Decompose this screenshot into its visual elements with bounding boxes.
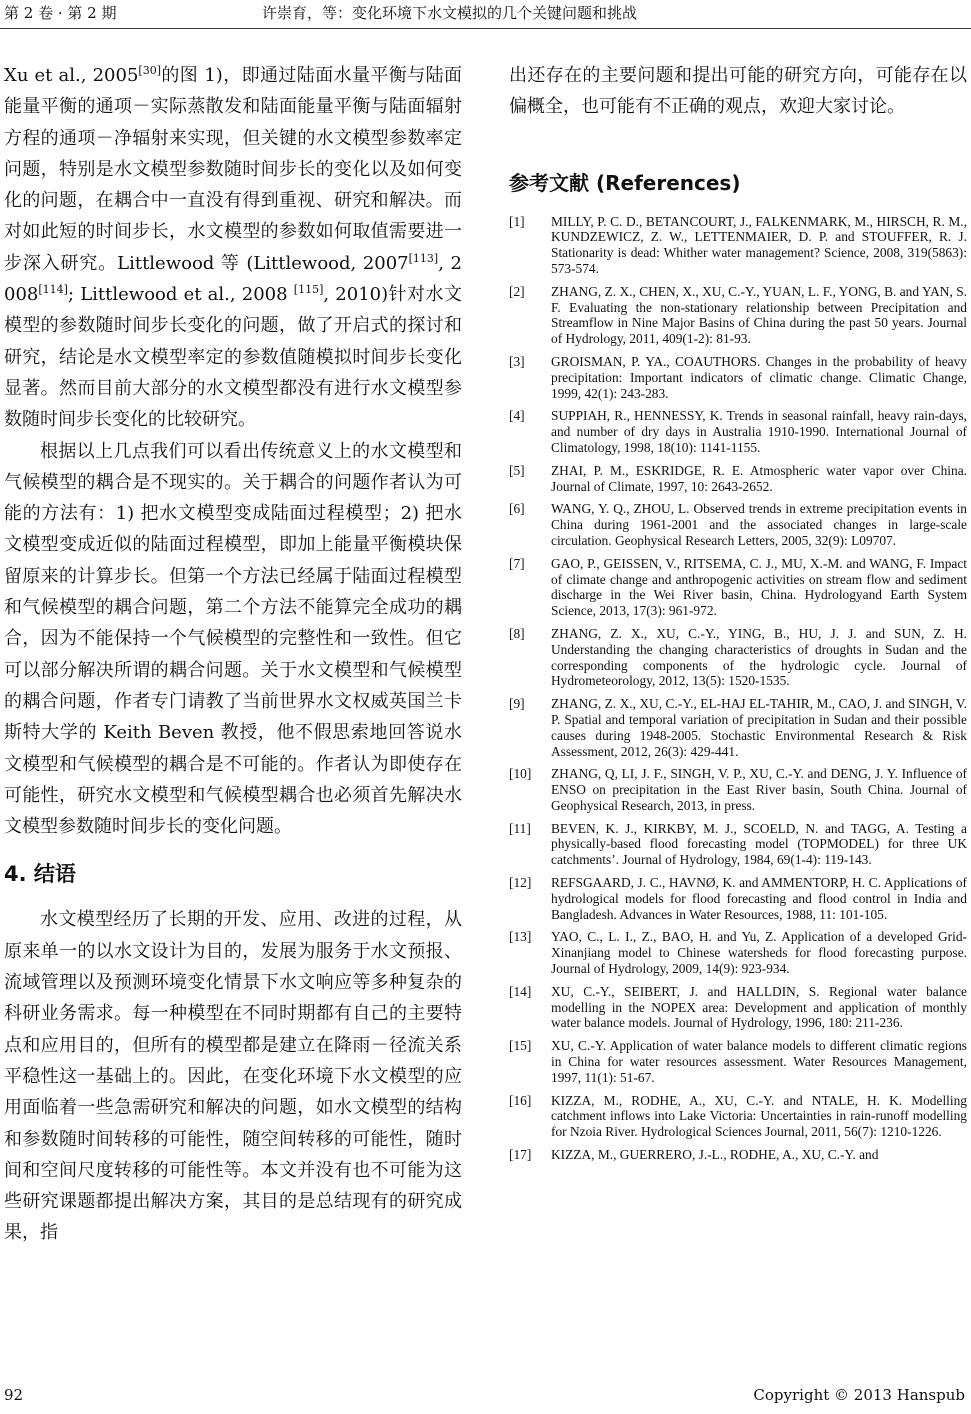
reference-number: [15] bbox=[509, 1038, 532, 1054]
text-run: ; Littlewood et al., 2008 bbox=[67, 284, 294, 306]
reference-item bbox=[509, 1093, 967, 1140]
running-title: 许崇育，等：变化环境下水文模拟的几个关键问题和挑战 bbox=[262, 4, 638, 22]
reference-item bbox=[509, 214, 967, 277]
reference-item bbox=[509, 766, 967, 813]
reference-text: MILLY, P. C. D., BETANCOURT, J., FALKENMARK, M., HIRSCH, R. M., KUNDZEWICZ, Z. W., LETTENMAIER, D. P. and STOUFFER, R. J. Stationarity is dead: Whither water management? Science, 2008, 319(5863): 573-574. bbox=[551, 213, 967, 276]
volume-issue: 第 2 卷 · 第 2 期 bbox=[4, 4, 117, 22]
citation-114: [114] bbox=[38, 283, 68, 297]
citation-113: [113] bbox=[408, 251, 439, 265]
reference-number: [7] bbox=[509, 555, 525, 571]
reference-number: [8] bbox=[509, 625, 525, 641]
reference-number: [11] bbox=[509, 820, 531, 836]
reference-text: KIZZA, M., GUERRERO, J.-L., RODHE, A., XU, C.-Y. and bbox=[551, 1147, 879, 1163]
reference-text: ZHANG, Q, LI, J. F., SINGH, V. P., XU, C.-Y. and DENG, J. Y. Influence of ENSO on precipitation in the East River basin, South China. Journal of Geophysical Research, 2013, in press. bbox=[551, 766, 967, 813]
reference-text: XU, C.-Y. Application of water balance models to different climatic regions in China for water resources assessment. Water Resources Management, 1997, 11(1): 51-67. bbox=[551, 1038, 967, 1085]
section-heading-conclusion: 4. 结语 bbox=[4, 862, 76, 887]
reference-text: SUPPIAH, R., HENNESSY, K. Trends in seasonal rainfall, heavy rain-days, and number of dry days in Australia 1910-1990. International Journal of Climatology, 1998, 18(10): 1141-1155. bbox=[551, 408, 967, 455]
reference-item bbox=[509, 984, 967, 1031]
reference-text: XU, C.-Y., SEIBERT, J. and HALLDIN, S. Regional water balance modelling in the NOPEX area: Development and application of monthly water balance models. Journal of Hydrology, 1996, 180: 211-236. bbox=[551, 983, 967, 1031]
reference-text: REFSGAARD, J. C., HAVNØ, K. and AMMENTORP, H. C. Applications of hydrological models for flood forecasting and flood control in India and Bangladesh. Advances in Water Resources, 1988, 11: 101-105. bbox=[551, 875, 967, 922]
reference-number: [10] bbox=[509, 766, 532, 782]
left-column bbox=[4, 60, 462, 1249]
reference-item bbox=[509, 463, 967, 495]
reference-number: [1] bbox=[509, 213, 525, 229]
reference-text: ZHANG, Z. X., XU, C.-Y., EL-HAJ EL-TAHIR, M., CAO, J. and SINGH, V. P. Spatial and temporal variation of precipitation in Sudan and their possible causes during 1948-2005. Stochastic Environmental Research & Risk Assessment, 2012, 26(3): 429-441. bbox=[551, 696, 967, 759]
reference-number: [17] bbox=[509, 1147, 532, 1163]
reference-list bbox=[509, 214, 967, 1163]
reference-item bbox=[509, 354, 967, 401]
reference-number: [16] bbox=[509, 1092, 532, 1108]
reference-item bbox=[509, 408, 967, 455]
reference-text: WANG, Y. Q., ZHOU, L. Observed trends in extreme precipitation events in China during 1961-2001 and the associated changes in large-scale circulation. Geophysical Research Letters, 2005, 32(9): L09707. bbox=[551, 501, 967, 548]
running-header bbox=[0, 0, 971, 29]
text-run: , 2008 bbox=[4, 252, 462, 306]
reference-number: [2] bbox=[509, 283, 525, 299]
reference-number: [4] bbox=[509, 408, 525, 424]
reference-item bbox=[509, 821, 967, 868]
reference-item bbox=[509, 626, 967, 689]
reference-item bbox=[509, 284, 967, 347]
reference-number: [9] bbox=[509, 696, 525, 712]
text-run: , 2010)针对水文模型的参数随时间步长变化的问题，做了开启式的探讨和研究，结论是水文模型率定的参数值随模拟时间步长变化显著。然而目前大部分的水文模型都没有进行水文模型参数随时间步长变化的比较研究。 bbox=[4, 284, 462, 431]
reference-item bbox=[509, 929, 967, 976]
paragraph-coupling-parameters bbox=[4, 60, 462, 436]
paragraph-conclusion-continued: 出还存在的主要问题和提出可能的研究方向，可能存在以偏概全，也可能有不正确的观点，欢迎大家讨论。 bbox=[509, 65, 967, 118]
paragraph-conclusion: 水文模型经历了长期的开发、应用、改进的过程，从原来单一的以水文设计为目的，发展为服务于水文预报、流域管理以及预测环境变化情景下水文响应等多种复杂的科研业务需求。每一种模型在不同时期都有自己的主要特点和应用目的，但所有的模型都是建立在降雨－径流关系平稳性这一基础上的。因此，在变化环境下水文模型的应用面临着一些急需研究和解决的问题，如水文模型的结构和参数随时间转移的可能性，随空间转移的可能性，随时间和空间尺度转移的可能性等。本文并没有也不可能为这些研究课题都提出解决方案，其目的是总结现有的研究成果，指 bbox=[4, 909, 462, 1244]
reference-number: [6] bbox=[509, 501, 525, 517]
reference-text: ZHAI, P. M., ESKRIDGE, R. E. Atmospheric water vapor over China. Journal of Climate, 1997, 10: 2643-2652. bbox=[551, 462, 967, 494]
references-heading: 参考文献 (References) bbox=[509, 170, 741, 195]
reference-text: GAO, P., GEISSEN, V., RITSEMA, C. J., MU, X.-M. and WANG, F. Impact of climate change and anthropogenic activities on stream flow and sediment discharge in the Wei River basin, China. Hydrologyand Earth System Science, 2013, 17(3): 961-972. bbox=[551, 555, 967, 619]
reference-item bbox=[509, 556, 967, 619]
page-number: 92 bbox=[4, 1386, 24, 1404]
reference-text: KIZZA, M., RODHE, A., XU, C.-Y. and NTALE, H. K. Modelling catchment inflows into Lake Victoria: Uncertainties in rain-runoff modelling for Nzoia River. Hydrological Sciences Journal, 2011, 56(7): 1210-1226. bbox=[551, 1092, 967, 1140]
reference-item bbox=[509, 1147, 967, 1163]
paragraph-coupling-methods: 根据以上几点我们可以看出传统意义上的水文模型和气候模型的耦合是不现实的。关于耦合的问题作者认为可能的方法有：1) 把水文模型变成陆面过程模型；2) 把水文模型变成近似的陆面过程模型，即加上能量平衡模块保留原来的计算步长。但第一个方法已经属于陆面过程模型和气候模型的耦合问题，第二个方法不能算完全成功的耦合，因为不能保持一个气候模型的完整性和一致性。但它可以部分解决所谓的耦合问题。关于水文模型和气候模型的耦合问题，作者专门请教了当前世界水文权威英国兰卡斯特大学的 Keith Beven 教授，他不假思索地回答说水文模型和气候模型的耦合是不可能的。作者认为即使存在可能性，研究水文模型和气候模型耦合也必须首先解决水文模型参数随时间步长的变化问题。 bbox=[4, 440, 462, 838]
copyright-notice: Copyright © 2013 Hanspub bbox=[753, 1386, 965, 1404]
reference-text: BEVEN, K. J., KIRKBY, M. J., SCOELD, N. and TAGG, A. Testing a physically-based flood forecasting model (TOPMODEL) for three UK catchments’. Journal of Hydrology, 1984, 69(1-4): 119-143. bbox=[551, 820, 967, 868]
reference-item bbox=[509, 501, 967, 548]
citation-30: [30] bbox=[138, 64, 161, 77]
reference-number: [13] bbox=[509, 929, 532, 945]
reference-number: [3] bbox=[509, 353, 525, 369]
reference-text: GROISMAN, P. YA., COAUTHORS. Changes in the probability of heavy precipitation: Important indicators of climatic change. Climatic Change, 1999, 42(1): 243-283. bbox=[551, 353, 967, 401]
right-column bbox=[509, 60, 967, 1170]
reference-text: ZHANG, Z. X., XU, C.-Y., YING, B., HU, J. J. and SUN, Z. H. Understanding the changing characteristics of droughts in Sudan and the corresponding components of the hydrologic cycle. Journal of Hydrometeorology, 2012, 13(5): 1520-1535. bbox=[551, 625, 967, 689]
text-run: 的图 1)，即通过陆面水量平衡与陆面能量平衡的通项－实际蒸散发和陆面能量平衡与陆面辐射方程的通项－净辐射来实现，但关键的水文模型参数率定问题，特别是水文模型参数随时间步长的变化以及如何变化的问题，在耦合中一直没有得到重视、研究和解决。而对如此短的时间步长，水文模型的参数如何取值需要进一步深入研究。Littlewood 等 (Littlewood, 2007 bbox=[4, 65, 462, 274]
reference-number: [12] bbox=[509, 875, 532, 891]
reference-text: YAO, C., L. I., Z., BAO, H. and Yu, Z. Application of a developed Grid-Xinanjiang model to Chinese watersheds for flood forecasting purpose. Journal of Hydrology, 2009, 14(9): 923-934. bbox=[551, 929, 967, 977]
reference-number: [14] bbox=[509, 983, 532, 999]
reference-item bbox=[509, 696, 967, 759]
reference-number: [5] bbox=[509, 462, 525, 478]
reference-item bbox=[509, 875, 967, 922]
reference-text: ZHANG, Z. X., CHEN, X., XU, C.-Y., YUAN, L. F., YONG, B. and YAN, S. F. Evaluating the non-stationary relationship between Precipitation and Streamflow in Nine Major Basins of China during the past 50 years. Journal of Hydrology, 2011, 409(1-2): 81-93. bbox=[551, 283, 967, 347]
citation-115: [115] bbox=[293, 283, 324, 297]
text-run: Xu et al., 2005 bbox=[4, 65, 139, 86]
reference-item bbox=[509, 1038, 967, 1085]
